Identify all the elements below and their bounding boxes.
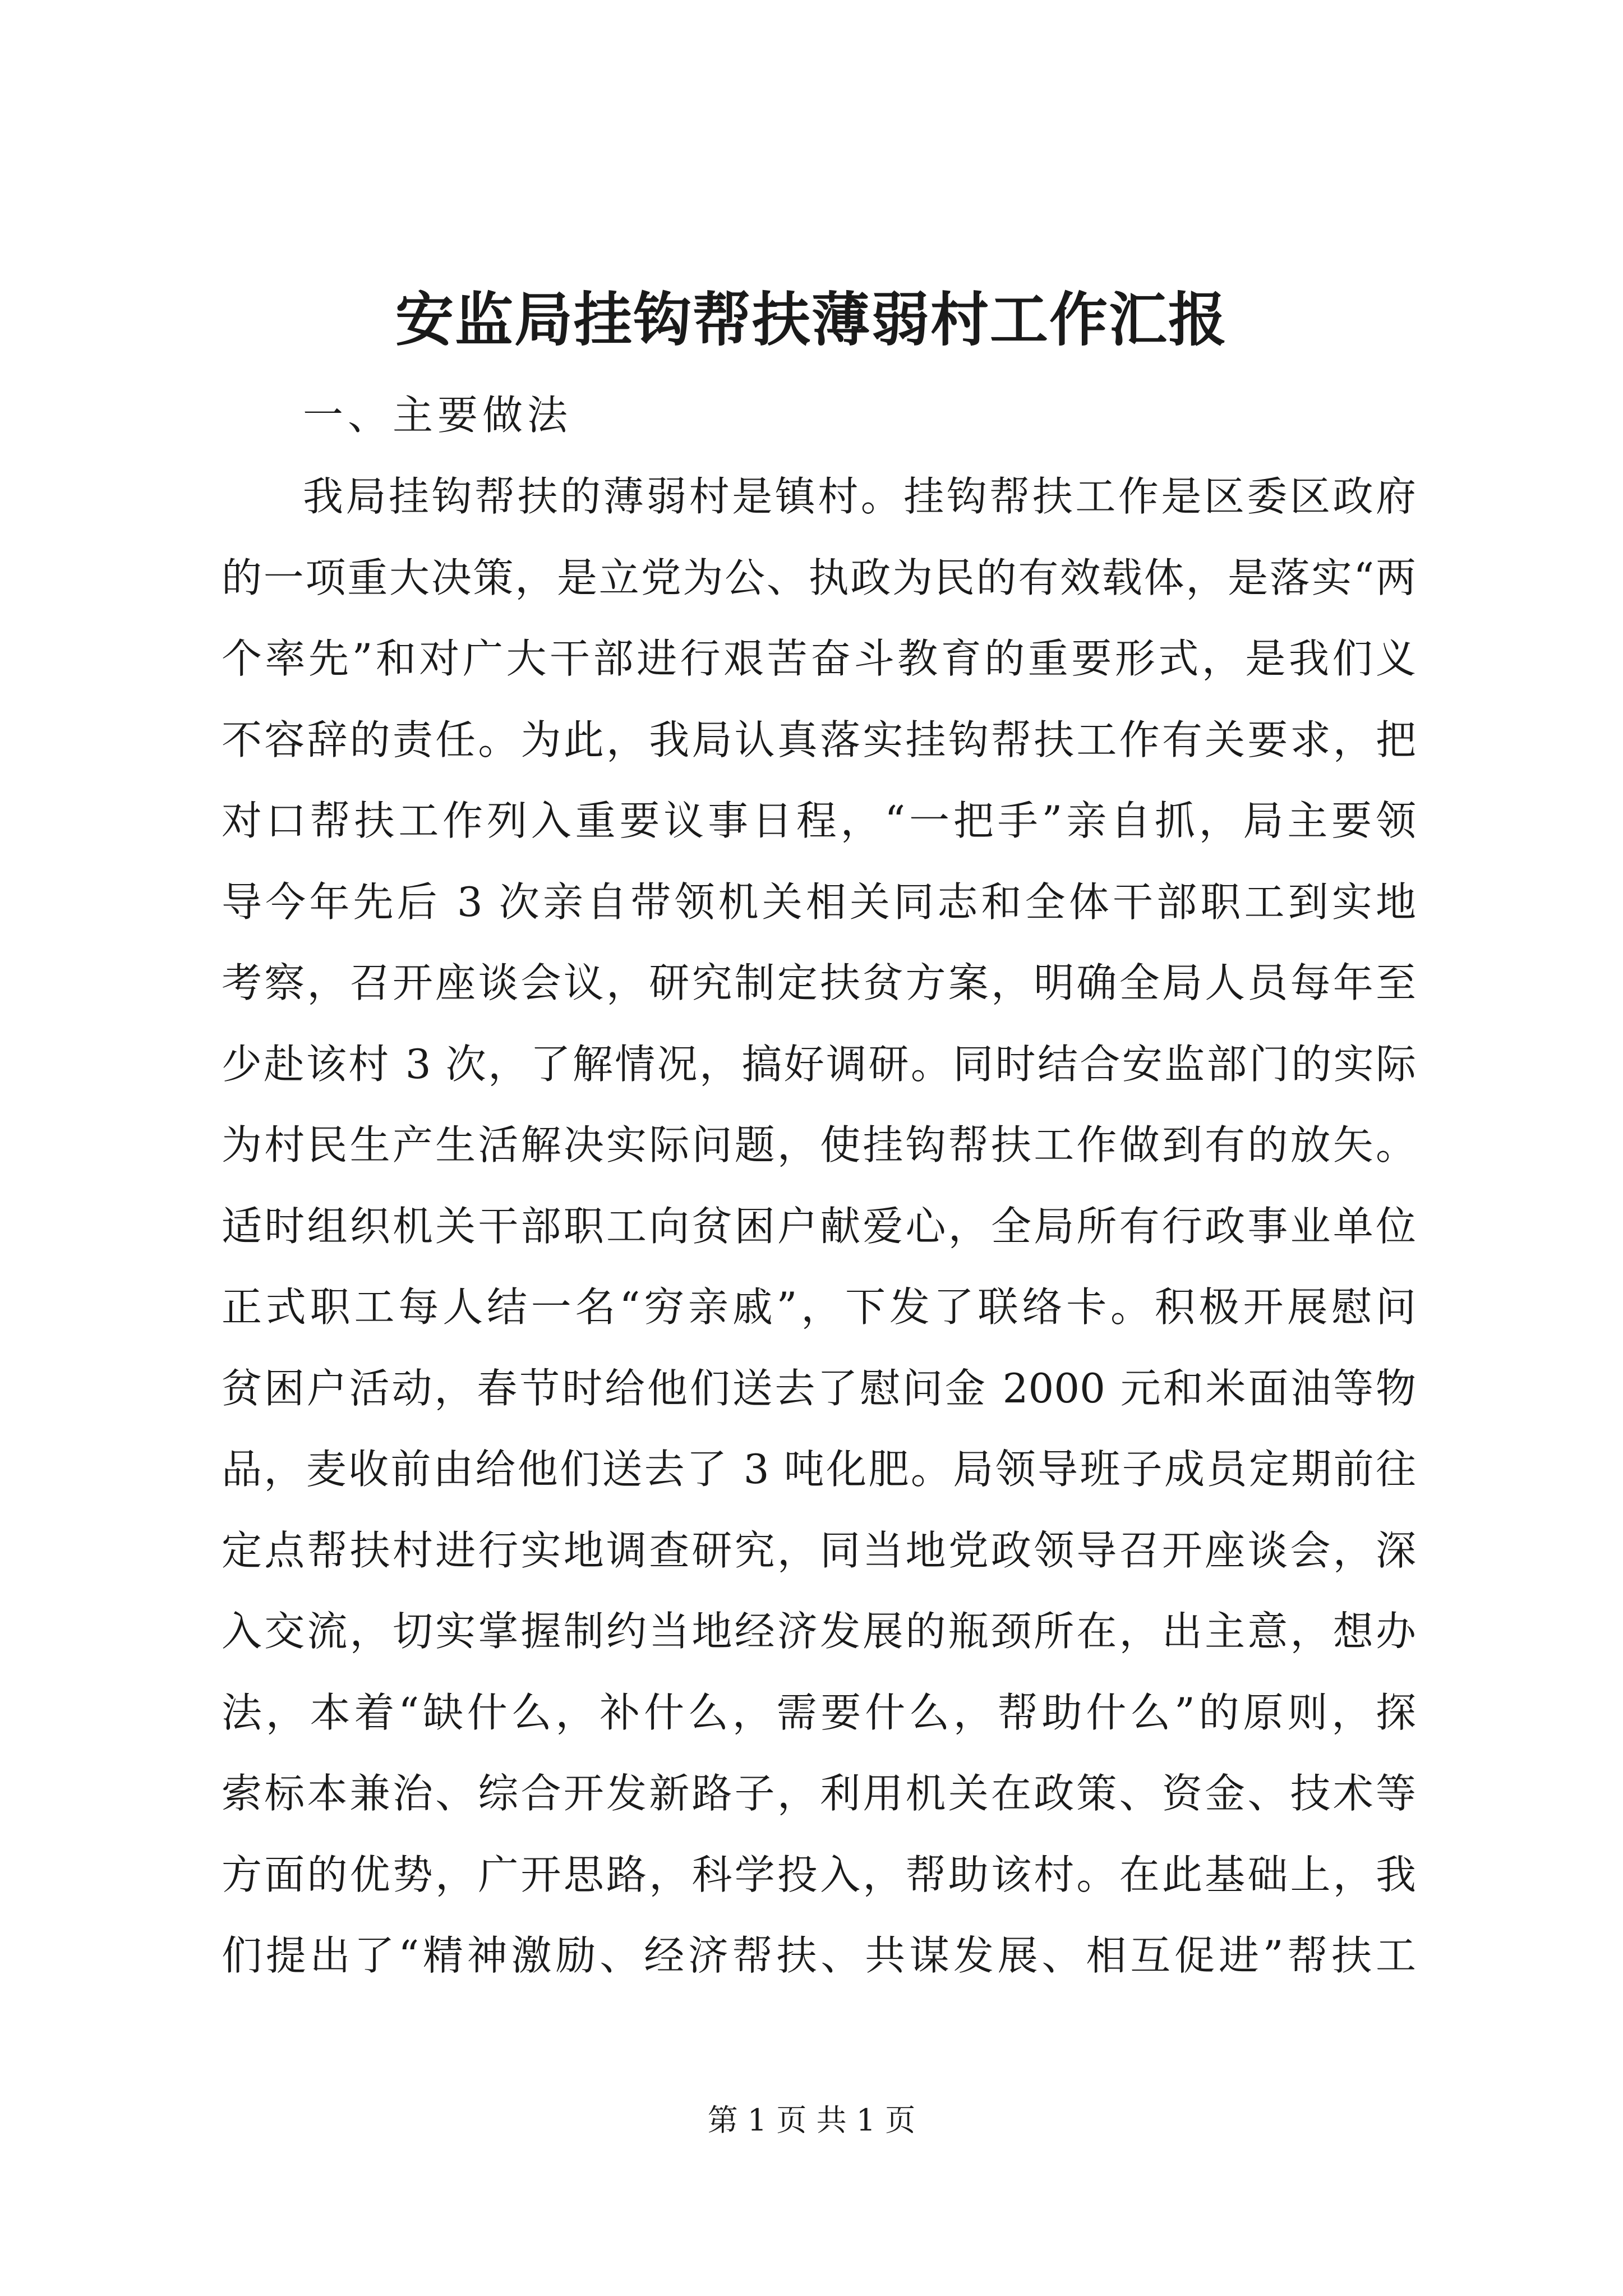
body-line: 贫困户活动，春节时给他们送去了慰问金 2000 元和米面油等物 <box>222 1364 1416 1412</box>
body-line: 个率先”和对广大干部进行艰苦奋斗教育的重要形式，是我们义 <box>222 635 1416 682</box>
body-line: 的一项重大决策，是立党为公、执政为民的有效载体，是落实“两 <box>222 554 1416 601</box>
body-line: 导今年先后 3 次亲自带领机关相关同志和全体干部职工到实地 <box>222 878 1416 926</box>
body-line: 考察，召开座谈会议，研究制定扶贫方案，明确全局人员每年至 <box>222 959 1416 1006</box>
body-line: 们提出了“精神激励、经济帮扶、共谋发展、相互促进”帮扶工 <box>222 1932 1416 1979</box>
body-line: 少赴该村 3 次，了解情况，搞好调研。同时结合安监部门的实际 <box>222 1040 1416 1088</box>
body-line: 为村民生产生活解决实际问题，使挂钩帮扶工作做到有的放矢。 <box>222 1121 1416 1168</box>
body-line: 适时组织机关干部职工向贫困户献爱心，全局所有行政事业单位 <box>222 1202 1416 1250</box>
body-line: 不容辞的责任。为此，我局认真落实挂钩帮扶工作有关要求，把 <box>222 716 1416 763</box>
body-line: 法，本着“缺什么，补什么，需要什么，帮助什么”的原则，探 <box>222 1688 1416 1736</box>
body-line: 我局挂钩帮扶的薄弱村是镇村。挂钩帮扶工作是区委区政府 <box>303 473 1416 520</box>
body-line: 正式职工每人结一名“穷亲戚”，下发了联络卡。积极开展慰问 <box>222 1283 1416 1331</box>
body-line: 对口帮扶工作列入重要议事日程，“一把手”亲自抓，局主要领 <box>222 797 1416 844</box>
document-title: 安监局挂钩帮扶薄弱村工作汇报 <box>395 285 1228 354</box>
body-line: 品，麦收前由给他们送去了 3 吨化肥。局领导班子成员定期前往 <box>222 1446 1416 1493</box>
body-line: 索标本兼治、综合开发新路子，利用机关在政策、资金、技术等 <box>222 1770 1416 1817</box>
body-line: 入交流，切实掌握制约当地经济发展的瓶颈所在，出主意，想办 <box>222 1608 1416 1655</box>
section-heading: 一、主要做法 <box>303 392 573 439</box>
page-footer: 第 1 页 共 1 页 <box>707 2102 916 2138</box>
body-line: 定点帮扶村进行实地调查研究，同当地党政领导召开座谈会，深 <box>222 1526 1416 1574</box>
body-line: 方面的优势，广开思路，科学投入，帮助该村。在此基础上，我 <box>222 1851 1416 1898</box>
